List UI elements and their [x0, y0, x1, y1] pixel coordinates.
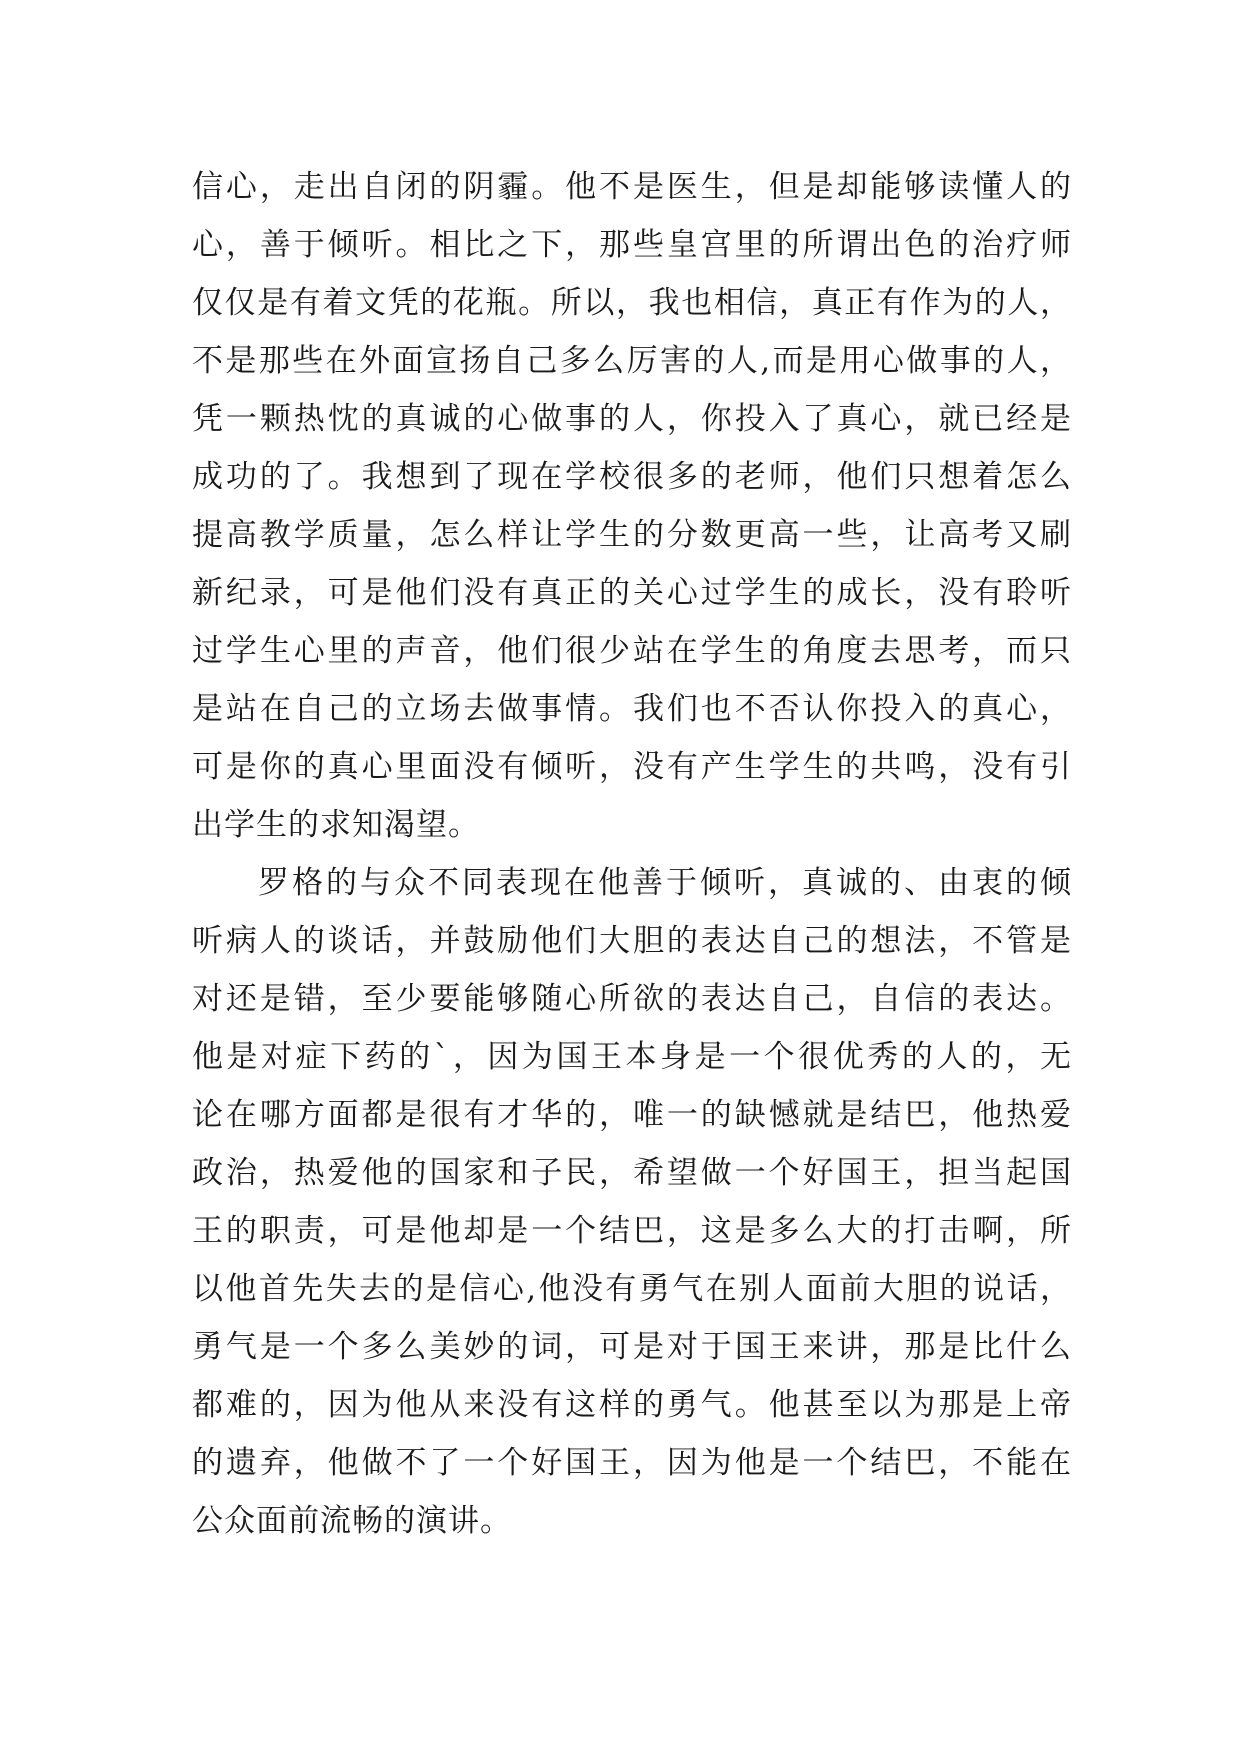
text-line: 凭一颗热忱的真诚的心做事的人，你投入了真心，就已经是: [192, 401, 1072, 437]
text-line: 听病人的谈话，并鼓励他们大胆的表达自己的想法，不管是: [192, 923, 1072, 959]
text-line: 可是你的真心里面没有倾听，没有产生学生的共鸣，没有引: [192, 749, 1072, 785]
body-text: [192, 158, 1072, 1550]
text-line: 政治，热爱他的国家和子民，希望做一个好国王，担当起国: [192, 1155, 1072, 1191]
text-line: 信心，走出自闭的阴霾。他不是医生，但是却能够读懂人的: [192, 169, 1072, 205]
text-line: 提高教学质量，怎么样让学生的分数更高一些，让高考又刷: [192, 517, 1072, 553]
text-line: 过学生心里的声音，他们很少站在学生的角度去思考，而只: [192, 633, 1072, 669]
text-line: 都难的，因为他从来没有这样的勇气。他甚至以为那是上帝: [192, 1387, 1072, 1423]
text-line: 论在哪方面都是很有才华的，唯一的缺憾就是结巴，他热爱: [192, 1097, 1072, 1133]
text-line: 王的职责，可是他却是一个结巴，这是多么大的打击啊，所: [192, 1213, 1072, 1249]
text-line: 他是对症下药的`，因为国王本身是一个很优秀的人的，无: [192, 1039, 1072, 1075]
text-line: 公众面前流畅的演讲。: [192, 1503, 512, 1539]
text-line: 出学生的求知渴望。: [192, 807, 480, 843]
text-line: 仅仅是有着文凭的花瓶。所以，我也相信，真正有作为的人，: [192, 285, 1072, 321]
text-line: 的遗弃，他做不了一个好国王，因为他是一个结巴，不能在: [192, 1445, 1072, 1481]
text-line: 勇气是一个多么美妙的词，可是对于国王来讲，那是比什么: [192, 1329, 1072, 1365]
paragraph-2: [192, 854, 1072, 1550]
text-line: 心，善于倾听。相比之下，那些皇宫里的所谓出色的治疗师: [192, 227, 1072, 263]
text-line: 成功的了。我想到了现在学校很多的老师，他们只想着怎么: [192, 459, 1072, 495]
text-line: 罗格的与众不同表现在他善于倾听，真诚的、由衷的倾: [258, 865, 1072, 901]
text-line: 对还是错，至少要能够随心所欲的表达自己，自信的表达。: [192, 981, 1072, 1017]
paragraph-1: [192, 158, 1072, 854]
text-line: 是站在自己的立场去做事情。我们也不否认你投入的真心，: [192, 691, 1072, 727]
text-line: 不是那些在外面宣扬自己多么厉害的人,而是用心做事的人，: [192, 343, 1072, 379]
text-line: 新纪录，可是他们没有真正的关心过学生的成长，没有聆听: [192, 575, 1072, 611]
text-line: 以他首先失去的是信心,他没有勇气在别人面前大胆的说话，: [192, 1271, 1072, 1307]
